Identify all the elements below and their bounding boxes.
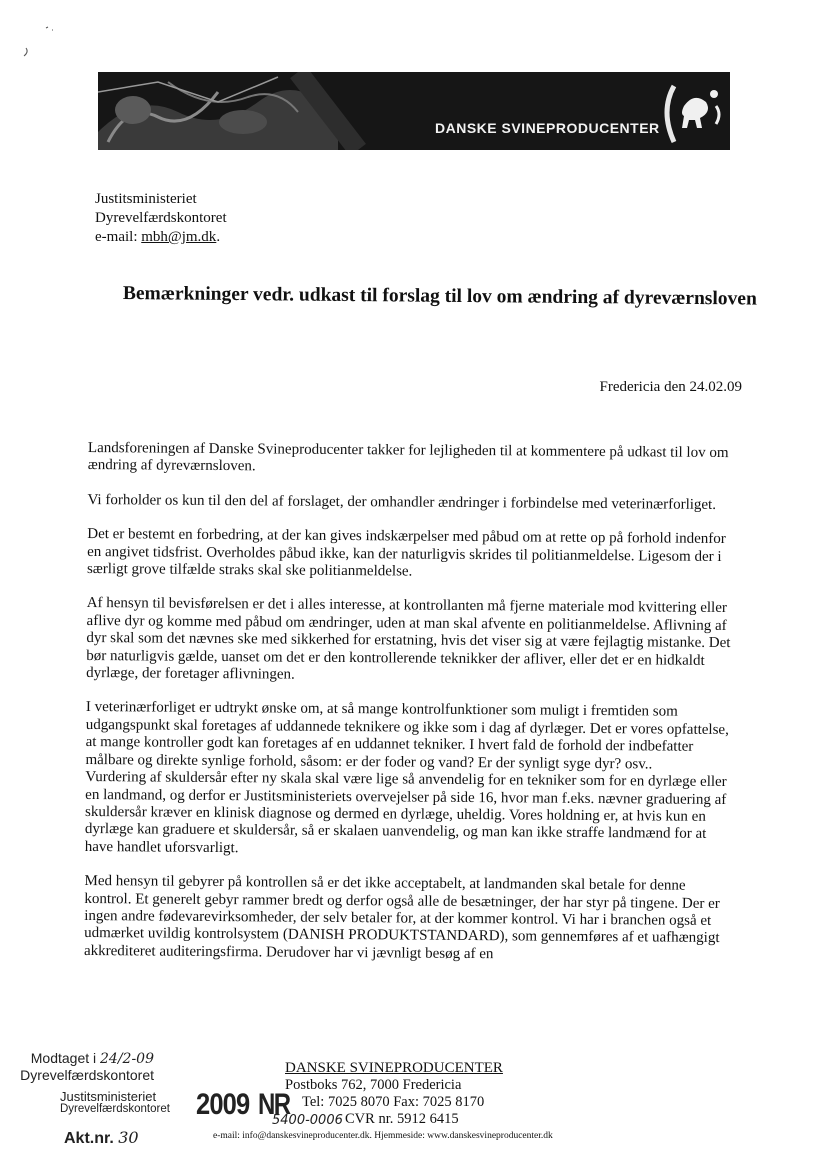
akt-label: Akt.nr. [64, 1130, 114, 1147]
stamp-ministry: Justitsministeriet [60, 1089, 157, 1104]
paragraph-1: Landsforeningen af Danske Svineproducenter takker for lejligheden til at kommentere på udkast til lov om ændring af dyreværnsloven. [87, 440, 729, 475]
received-date: 24/2-09 [100, 1051, 154, 1067]
paragraph-4: Af hensyn til bevisførelsen er det i alles interesse, at kontrollanten må fjerne materiale mod kvittering eller aflive dyr og komme med påbud om ændringer, uden at man skal afvente en politianmeldelse. Aflivning af dyr skal som det nævnes ske med sikkerhed for erstatning, hvis det viser sig at være fejlagtig mistanke. Det bør naturligvis gælde, uanset om det er den kontrollerende teknikker der afliver, eller det er en hidkaldt dyrlæge, der foretager aflivningen. [86, 595, 731, 683]
recipient-email-line [95, 228, 227, 247]
received-office: Dyrevelfærdskontoret [20, 1067, 154, 1083]
akt-value: 30 [118, 1128, 139, 1147]
paragraph-7: Med hensyn til gebyrer på kontrollen så er det ikke acceptabelt, at landmanden skal betale for denne kontrol. Et generelt gebyr rammer bredt og derfor også alle de besætninger, der har styr på tingene. Der er ingen andre fødevarevirksomheder, der selv betaler for, at der kommer kontrol. Vi har i branchen også et udmærket uvildig kontrolsystem (DANISH PRODUKTSTANDARD), som gennemføres af et uafhængigt akkrediteret auditeringsfirma. Derudover har vi jævnligt besøg af en [83, 873, 720, 962]
paragraph-2: Vi forholder os kun til den del af forslaget, der omhandler ændringer i forbindelse med veterinærforliget. [87, 491, 717, 513]
stamp-office: Dyrevelfærdskontoret [60, 1103, 170, 1115]
banner-photo [98, 72, 730, 150]
footer-contact: e-mail: info@danskesvineproducenter.dk. Hjemmeside: www.danskesvineproducenter.dk [213, 1131, 553, 1141]
paragraph-3: Det er bestemt en forbedring, at der kan gives indskærpelser med påbud om at rette op på forhold indenfor en angivet tidsfrist. Overholdes påbud ikke, kan der naturligvis skrides til politianmeldelse. Ligesom der i særligt grove tilfælde straks skal ske politianmeldelse. [86, 526, 726, 580]
footer-phone-fax: Tel: 7025 8070 Fax: 7025 8170 [302, 1094, 485, 1110]
place-date: Fredericia den 24.02.09 [599, 379, 742, 395]
footer-address: Postboks 762, 7000 Fredericia [285, 1077, 462, 1093]
pig-logo-icon [656, 76, 726, 146]
scan-marks [18, 20, 58, 70]
stamp-akt [64, 1128, 139, 1148]
letter-body [84, 440, 738, 982]
received-stamp [14, 1050, 154, 1083]
stamp-nr: NR [258, 1088, 290, 1121]
journal-stamp [60, 1090, 170, 1116]
recipient-office: Dyrevelfærdskontoret [95, 210, 227, 226]
stamp-year: 2009 [196, 1088, 250, 1121]
recipient-email-link[interactable]: mbh@jm.dk [141, 229, 217, 245]
recipient-email-label: e-mail: [95, 229, 142, 245]
paragraph-6: Vurdering af skuldersår efter ny skala skal være lige så anvendelig for en tekniker som for en dyrlæge eller en landmand, og derfor er Justitsministeriets overvejelser på side 16, hvor man f.eks. nævner graduering af skuldersår kræver en klinisk diagnose og dermed en dyrlæge, uheldig. Vores holdning er, at hvis kun en dyrlæge kan graduere et skuldersår, så er skalaen uanvendelig, og man kan ikke straffe landmænd for at have handlet uforsvarligt. [84, 769, 727, 856]
recipient-email-suffix: . [216, 229, 221, 245]
received-label: Modtaget i [30, 1050, 97, 1066]
organisation-footer [285, 1060, 503, 1128]
footer-org-name: DANSKE SVINEPRODUCENTER [285, 1060, 503, 1076]
document-title: Bemærkninger vedr. udkast til forslag til lov om ændring af dyreværnsloven [122, 283, 757, 310]
letterhead-banner [98, 72, 730, 150]
paragraph-5: I veterinærforliget er udtrykt ønske om, at så mange kontrolfunktioner som muligt i fremtiden som udgangspunkt skal foretages af uddannede teknikere og ikke som i dag af dyrlæger. Det er vores opfattelse, at mange kontroller godt kan foretages af en uddannet tekniker. I hvert fald de forhold der indbefatter målbare og direkte synlige forhold, såsom: er der foder og vand? Er der synligt syge dyr? osv.. [85, 699, 729, 773]
banner-company-name: DANSKE SVINEPRODUCENTER [435, 120, 660, 136]
recipient-block [95, 190, 227, 247]
recipient-ministry: Justitsministeriet [95, 191, 197, 207]
footer-cvr: CVR nr. 5912 6415 [345, 1111, 459, 1127]
stamp-journal-number: 5400-0006 [272, 1113, 343, 1128]
